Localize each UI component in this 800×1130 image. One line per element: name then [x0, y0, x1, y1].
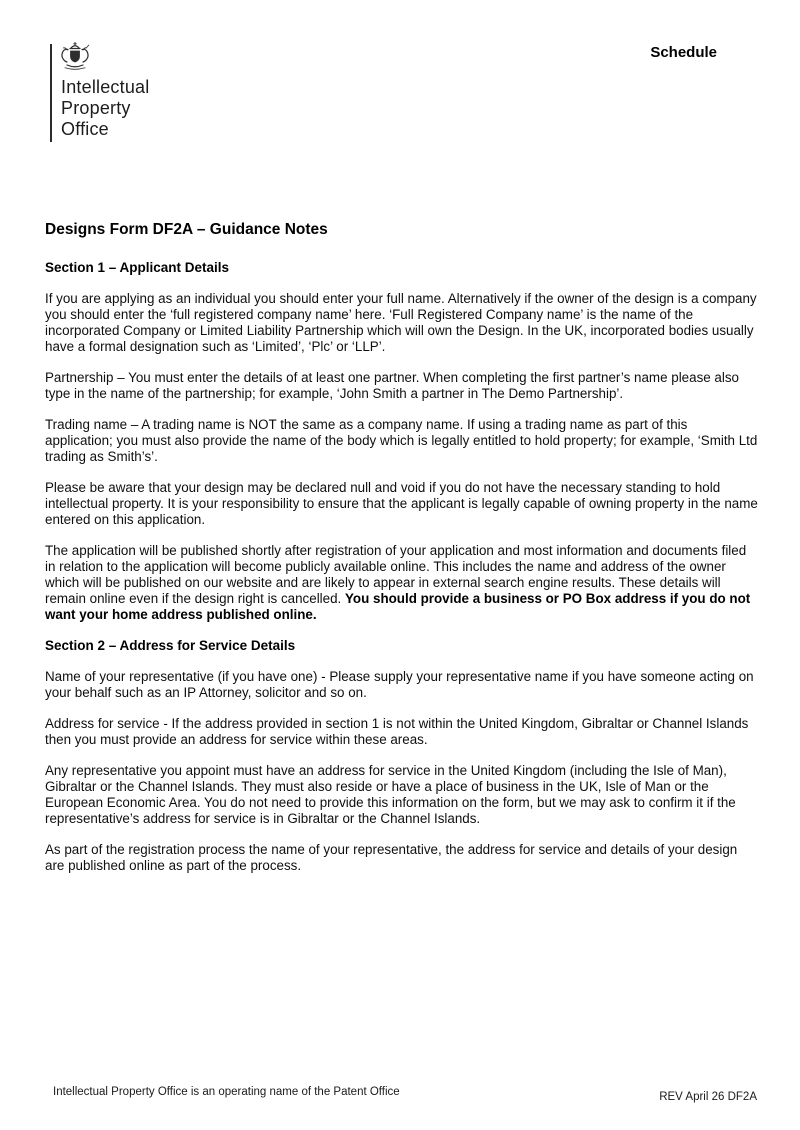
logo-divider-bar	[50, 44, 52, 142]
logo-word-intellectual: Intellectual	[61, 77, 150, 97]
section1-paragraph-4: Please be aware that your design may be declared null and void if you do not have the necessary standing to hold intellectual property. It is your responsibility to ensure that the applicant is legally capable of owning property in the name entered on this application.	[45, 480, 758, 527]
section1-paragraph-5	[45, 543, 758, 623]
section1-paragraph-5-normal: The application will be published shortly after registration of your application and most information and documents filed in relation to the application will become publicly available online. This includes the name and address of the owner which will be published on our website and are likely to appear in external search engine results. These details will remain online even if the design right is cancelled.	[45, 543, 747, 606]
footer-operating-name: Intellectual Property Office is an operating name of the Patent Office	[53, 1086, 400, 1098]
logo-word-property: Property	[61, 98, 131, 118]
logo-word-office: Office	[61, 119, 109, 139]
section-2-heading: Section 2 – Address for Service Details	[45, 638, 296, 653]
schedule-label: Schedule	[650, 44, 717, 61]
page-title: Designs Form DF2A – Guidance Notes	[45, 221, 328, 238]
section2-paragraph-3: Any representative you appoint must have an address for service in the United Kingdom (including the Isle of Man), Gibraltar or the Channel Islands. They must also reside or have a place of business in the UK, Isle of Man or the European Economic Area. You do not need to provide this information on the form, but we may ask to confirm it if the representative’s address for service is in Gibraltar or the Channel Islands.	[45, 763, 736, 826]
section1-paragraph-1: If you are applying as an individual you should enter your full name. Alternatively if the owner of the design is a company you should enter the ‘full registered company name’ here. ‘Full Registered Company name’ is the name of the incorporated Company or Limited Liability Partnership which will own the Design. In the UK, incorporated bodies usually have a formal designation such as ‘Limited’, ‘Plc’ or ‘LLP’.	[45, 291, 757, 354]
section1-paragraph-5-bold: You should provide a business or PO Box address if you do not want your home address published online.	[45, 591, 751, 622]
section-1-heading: Section 1 – Applicant Details	[45, 260, 230, 275]
footer-revision-label: REV April 26 DF2A	[659, 1091, 757, 1103]
royal-coat-of-arms-icon	[59, 41, 91, 73]
section2-paragraph-1: Name of your representative (if you have one) - Please supply your representative name if you have someone acting on your behalf such as an IP Attorney, solicitor and so on.	[45, 669, 754, 700]
section2-paragraph-4: As part of the registration process the name of your representative, the address for service and details of your design are published online as part of the process.	[45, 842, 738, 873]
document-body	[45, 221, 758, 889]
section2-paragraph-2: Address for service - If the address provided in section 1 is not within the United Kingdom, Gibraltar or Channel Islands then you must provide an address for service within these areas.	[45, 716, 749, 747]
section1-paragraph-3: Trading name – A trading name is NOT the same as a company name. If using a trading name as part of this application; you must also provide the name of the body which is legally entitled to hold property; for example, ‘Smith Ltd trading as Smith’s’.	[45, 417, 758, 464]
section1-paragraph-2: Partnership – You must enter the details of at least one partner. When completing the first partner’s name please also type in the name of the partnership; for example, ‘John Smith a partner in The Demo Partnership’.	[45, 370, 739, 401]
logo-wordmark	[61, 77, 149, 140]
